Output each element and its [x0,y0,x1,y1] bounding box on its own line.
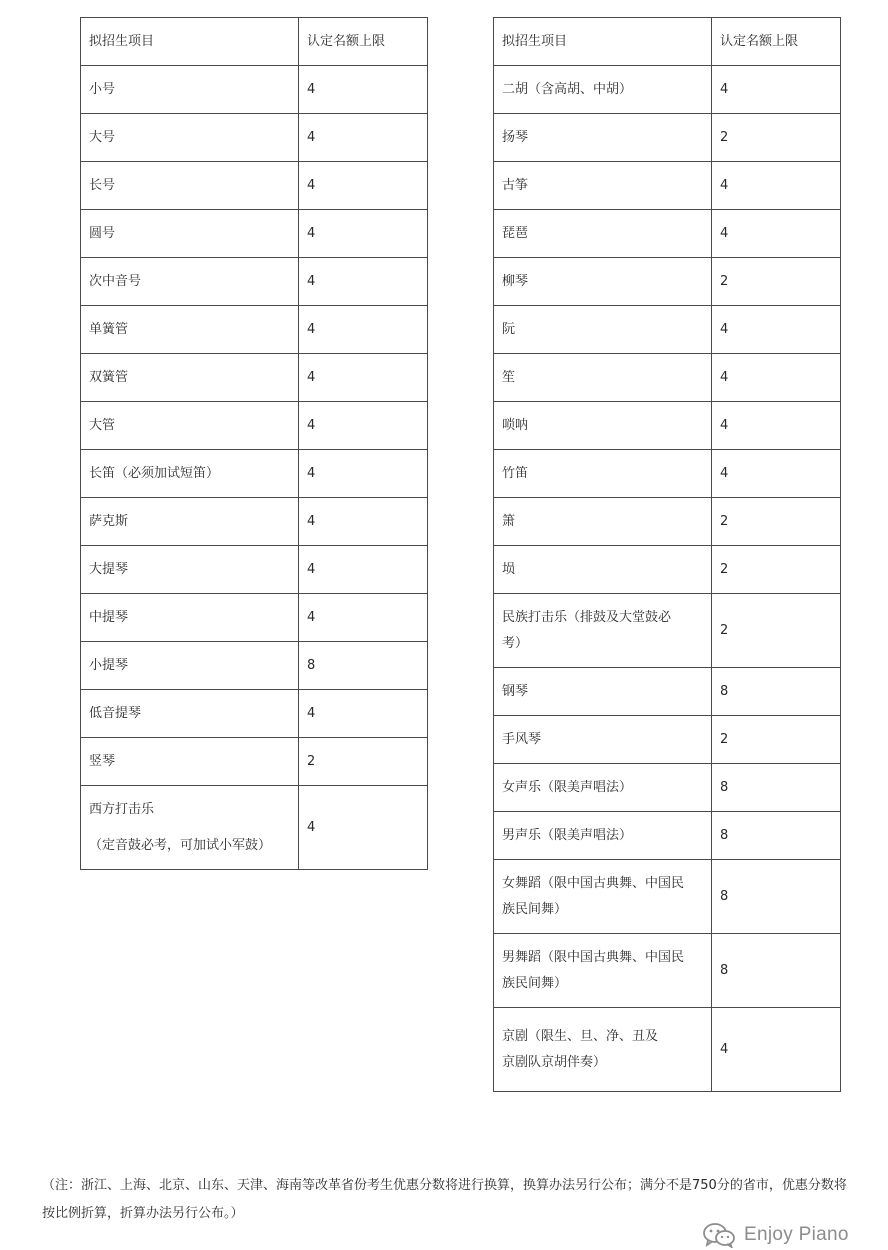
limit-cell: 2 [299,738,428,786]
item-cell [494,546,712,594]
table-row [81,786,428,870]
footnote-line-1: （注：浙江、上海、北京、山东、天津、海南等改革省份考生优惠分数将进行换算，换算办法另行公布；满分不是750分的省市，优惠分数将 [42,1178,847,1193]
item-label: 民族打击乐（排鼓及大堂鼓必 [502,609,672,625]
item-label: 西方打击乐 [89,801,155,817]
item-label: 女声乐（限美声唱法） [502,779,633,795]
item-label: 阮 [502,321,516,337]
item-cell [81,162,299,210]
table-row [494,498,841,546]
item-cell [81,786,299,870]
item-label-line-2: （定音鼓必考，可加试小军鼓） [89,837,272,853]
table-row [494,258,841,306]
limit-cell: 4 [299,402,428,450]
item-label: 中提琴 [89,609,129,625]
table-row [81,114,428,162]
limit-cell: 8 [712,668,841,716]
item-cell [81,498,299,546]
item-label: 大号 [89,129,116,145]
item-cell [81,690,299,738]
item-label: 小号 [89,81,116,97]
table-row [494,306,841,354]
item-cell [494,594,712,668]
item-label-line-2: 族民间舞） [502,901,568,917]
table-row [81,546,428,594]
item-cell [494,934,712,1008]
table-row [81,306,428,354]
left-quota-table [80,17,428,870]
header-item-cell: 拟招生项目 [494,18,712,66]
item-label: 低音提琴 [89,705,142,721]
limit-cell: 4 [299,498,428,546]
item-label: 箫 [502,513,516,529]
item-label: 单簧管 [89,321,129,337]
table-row [494,860,841,934]
table-row [494,934,841,1008]
table-row [494,716,841,764]
item-cell [494,354,712,402]
item-label: 男声乐（限美声唱法） [502,827,633,843]
item-label: 古筝 [502,177,529,193]
table-header-row [494,18,841,66]
item-cell [81,546,299,594]
right-quota-table [493,17,841,1092]
table-row [81,402,428,450]
table-row [494,546,841,594]
watermark [702,1220,849,1250]
item-label: 大管 [89,417,116,433]
table-row [81,210,428,258]
table-row [494,450,841,498]
limit-cell: 4 [299,450,428,498]
table-header-row [81,18,428,66]
item-label: 长号 [89,177,116,193]
item-label: 竖琴 [89,753,116,769]
item-cell [494,402,712,450]
item-label-line-2: 族民间舞） [502,975,568,991]
item-cell [81,306,299,354]
item-label: 次中音号 [89,273,142,289]
item-cell [494,258,712,306]
item-cell [81,450,299,498]
item-cell [494,498,712,546]
footnote-line-2: 按比例折算，折算办法另行公布。） [42,1206,244,1221]
limit-cell: 2 [712,546,841,594]
item-cell [81,210,299,258]
limit-cell: 8 [712,934,841,1008]
table-row [494,668,841,716]
item-cell [494,114,712,162]
table-row [494,354,841,402]
limit-cell: 4 [712,162,841,210]
table-row [81,642,428,690]
item-label: 手风琴 [502,731,542,747]
limit-cell: 4 [299,210,428,258]
item-cell [494,860,712,934]
item-cell [81,738,299,786]
table-row [494,402,841,450]
table-row [494,162,841,210]
limit-cell: 4 [712,402,841,450]
item-label: 二胡（含高胡、中胡） [502,81,633,97]
item-label: 竹笛 [502,465,529,481]
item-label: 大提琴 [89,561,129,577]
limit-cell: 2 [712,594,841,668]
limit-cell: 2 [712,258,841,306]
item-cell [494,450,712,498]
table-row [494,210,841,258]
header-limit-cell: 认定名额上限 [712,18,841,66]
limit-cell: 8 [712,812,841,860]
item-cell [494,306,712,354]
item-cell [81,642,299,690]
table-row [81,594,428,642]
limit-cell: 4 [299,546,428,594]
item-label-line-2: 考） [502,635,529,651]
item-cell [494,66,712,114]
item-cell [81,402,299,450]
wechat-icon [702,1222,736,1248]
limit-cell: 4 [299,354,428,402]
item-label-line-2: 京剧队京胡伴奏） [502,1054,607,1070]
item-label: 钢琴 [502,683,529,699]
item-cell [494,716,712,764]
item-label: 笙 [502,369,516,385]
item-label: 萨克斯 [89,513,129,529]
limit-cell: 4 [299,594,428,642]
item-cell [81,66,299,114]
table-row [494,66,841,114]
item-cell [81,258,299,306]
item-label: 女舞蹈（限中国古典舞、中国民 [502,875,685,891]
item-label: 琵琶 [502,225,529,241]
table-row [81,738,428,786]
item-label: 小提琴 [89,657,129,673]
limit-cell: 4 [299,306,428,354]
limit-cell: 2 [712,498,841,546]
item-cell [494,812,712,860]
item-label: 圆号 [89,225,116,241]
limit-cell: 4 [299,258,428,306]
limit-cell: 4 [299,114,428,162]
item-label: 男舞蹈（限中国古典舞、中国民 [502,949,685,965]
item-label: 埙 [502,561,516,577]
item-label: 双簧管 [89,369,129,385]
limit-cell: 4 [299,66,428,114]
table-row [81,690,428,738]
table-row [494,764,841,812]
limit-cell: 8 [712,860,841,934]
limit-cell: 8 [712,764,841,812]
limit-cell: 4 [712,450,841,498]
header-item-cell: 拟招生项目 [81,18,299,66]
item-label: 京剧（限生、旦、净、丑及 [502,1028,659,1044]
limit-cell: 2 [712,114,841,162]
limit-cell: 4 [299,690,428,738]
header-limit-cell: 认定名额上限 [299,18,428,66]
limit-cell: 4 [712,306,841,354]
item-cell [81,114,299,162]
limit-cell: 4 [712,1008,841,1092]
item-cell [494,668,712,716]
table-row [494,812,841,860]
limit-cell: 4 [299,162,428,210]
watermark-text: Enjoy Piano [744,1224,849,1245]
item-label: 扬琴 [502,129,529,145]
item-label: 长笛（必须加试短笛） [89,465,220,481]
limit-cell: 4 [712,66,841,114]
item-label: 柳琴 [502,273,529,289]
table-row [494,594,841,668]
item-cell [81,594,299,642]
table-row [81,258,428,306]
limit-cell: 8 [299,642,428,690]
item-cell [494,210,712,258]
limit-cell: 4 [712,210,841,258]
table-row [494,1008,841,1092]
table-row [81,354,428,402]
limit-cell: 2 [712,716,841,764]
limit-cell: 4 [712,354,841,402]
limit-cell: 4 [299,786,428,870]
table-row [81,66,428,114]
item-cell [494,764,712,812]
item-cell [494,162,712,210]
table-row [81,450,428,498]
table-row [81,498,428,546]
item-cell [494,1008,712,1092]
table-row [494,114,841,162]
item-label: 唢呐 [502,417,529,433]
item-cell [81,354,299,402]
table-row [81,162,428,210]
